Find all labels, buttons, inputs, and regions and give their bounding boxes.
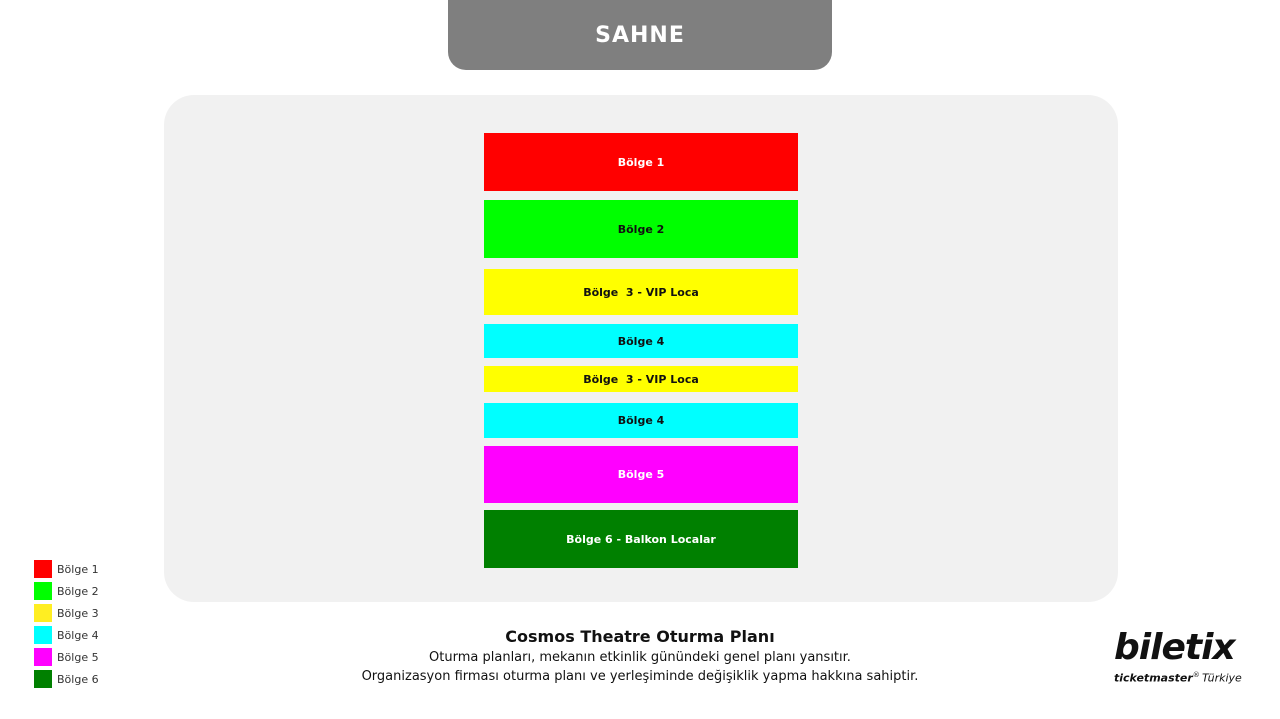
legend-swatch: [34, 626, 52, 644]
zone-bolge-1[interactable]: [484, 133, 798, 191]
logo-brand: ticketmaster: [1114, 671, 1193, 685]
legend-label: Bölge 3: [57, 606, 99, 620]
logo-wordmark: biletix: [1114, 627, 1235, 668]
legend-swatch: [34, 560, 52, 578]
zone-bolge-2[interactable]: [484, 200, 798, 258]
legend-label: Bölge 5: [57, 650, 99, 664]
zone-label: Bölge 1: [617, 155, 665, 169]
stage: [448, 0, 832, 70]
legend-item: [34, 560, 99, 578]
legend-label: Bölge 6: [57, 672, 99, 686]
plan-title: Cosmos Theatre Oturma Planı: [505, 627, 775, 646]
zone-bolge-4[interactable]: [484, 403, 798, 438]
legend-label: Bölge 4: [57, 628, 99, 642]
zone-bolge-3-vip-loca[interactable]: [484, 269, 798, 315]
logo-region: Türkiye: [1201, 671, 1242, 685]
zone-bolge-6-balkon-localar[interactable]: [484, 510, 798, 568]
legend-swatch: [34, 670, 52, 688]
legend-swatch: [34, 648, 52, 666]
legend-item: [34, 626, 99, 644]
zone-bolge-5[interactable]: [484, 446, 798, 503]
legend-item: [34, 648, 99, 666]
legend-item: [34, 582, 99, 600]
zone-label: Bölge 3 - VIP Loca: [583, 285, 699, 299]
plan-disclaimer-2: Organizasyon firması oturma planı ve yerleşiminde değişiklik yapma hakkına sahiptir.: [361, 669, 919, 684]
zone-label: Bölge 4: [617, 334, 665, 348]
legend-swatch: [34, 604, 52, 622]
stage-label: SAHNE: [595, 22, 685, 48]
legend-item: [34, 670, 99, 688]
zone-label: Bölge 6 - Balkon Localar: [566, 532, 716, 546]
legend: [34, 560, 99, 692]
zone-label: Bölge 2: [617, 222, 665, 236]
zone-label: Bölge 4: [617, 414, 665, 427]
legend-swatch: [34, 582, 52, 600]
legend-label: Bölge 2: [57, 584, 99, 598]
logo-subline: [1114, 668, 1244, 686]
zone-label: Bölge 3 - VIP Loca: [583, 372, 699, 386]
plan-disclaimer-1: Oturma planları, mekanın etkinlik günündeki genel planı yansıtır.: [429, 650, 851, 665]
legend-item: [34, 604, 99, 622]
zone-bolge-4[interactable]: [484, 324, 798, 358]
plan-caption: [240, 626, 1040, 686]
logo-mark: ®: [1192, 671, 1200, 679]
zone-bolge-3-vip-loca[interactable]: [484, 366, 798, 392]
biletix-logo: [1114, 628, 1244, 686]
legend-label: Bölge 1: [57, 562, 99, 576]
zone-label: Bölge 5: [617, 468, 665, 481]
